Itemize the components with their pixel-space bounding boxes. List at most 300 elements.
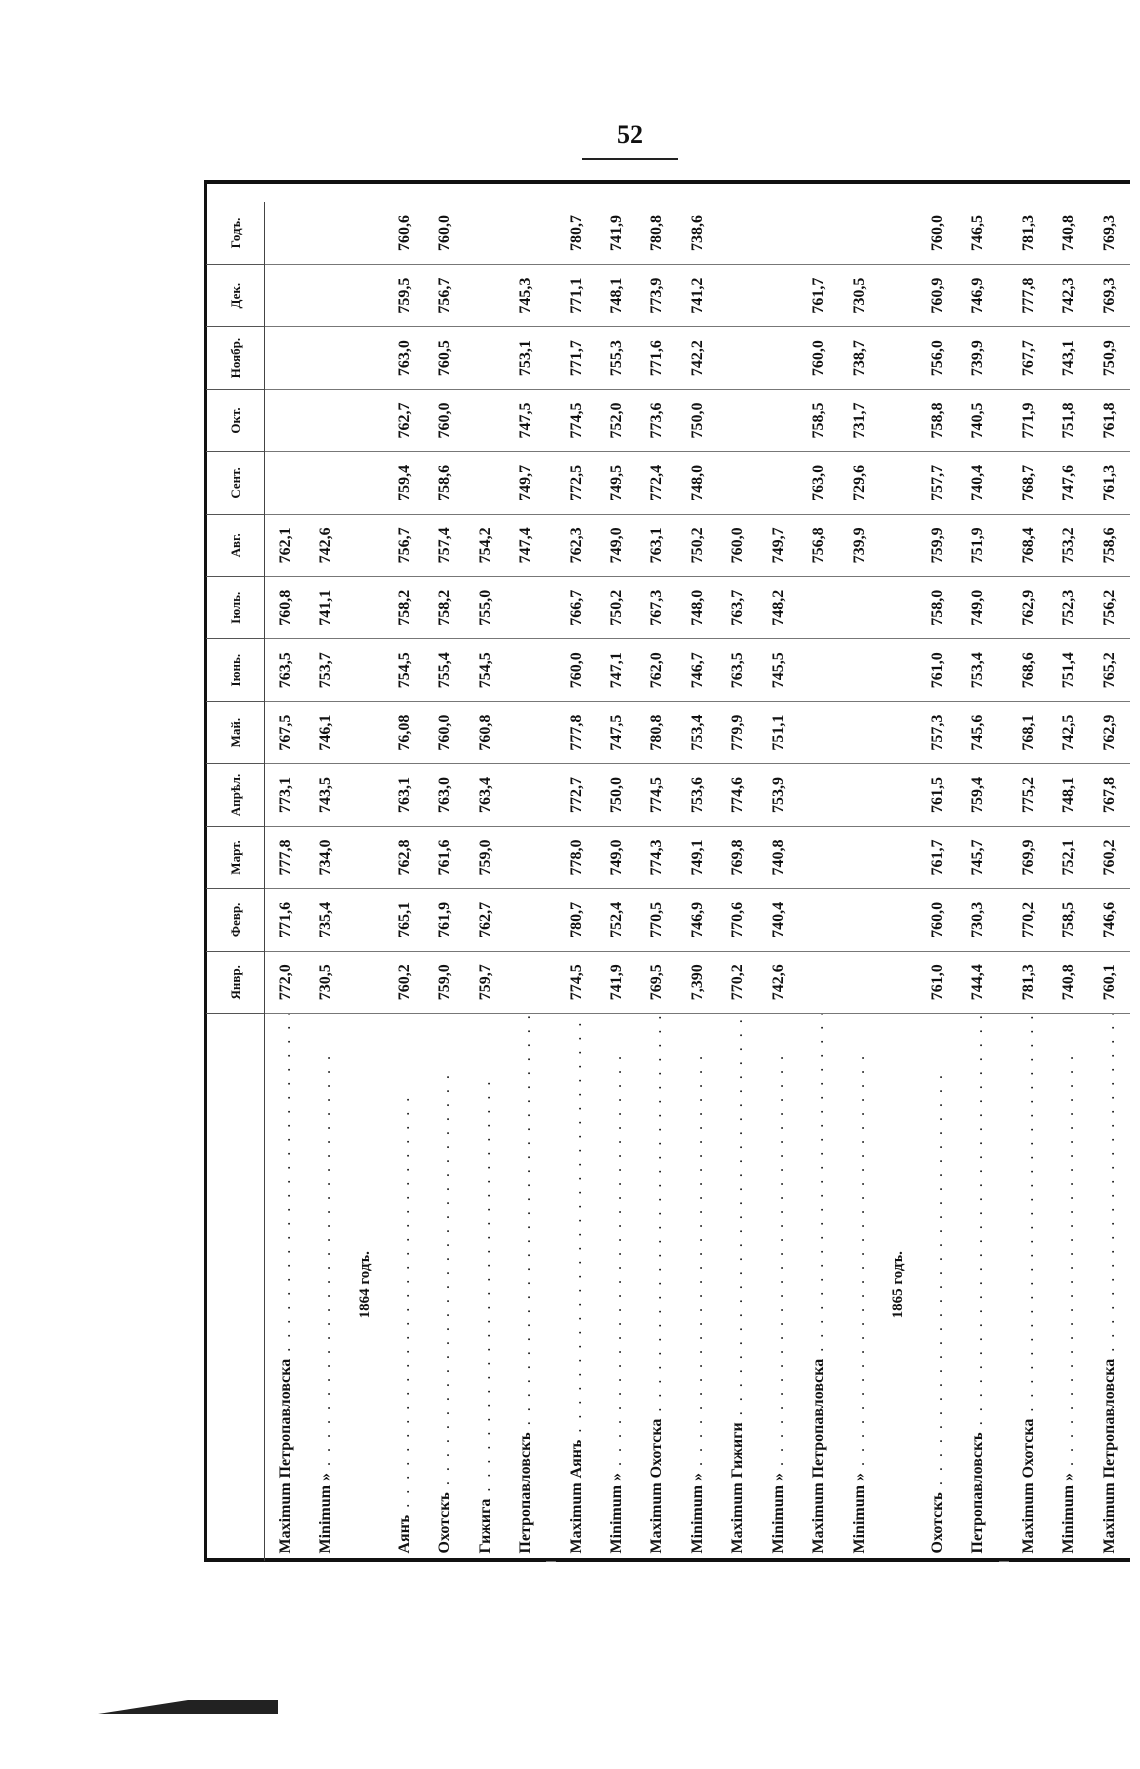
pressure-table (206, 202, 1130, 1562)
table-cell: 751,1 (758, 701, 798, 763)
table-cell (839, 951, 879, 1013)
table-cell (347, 951, 385, 1013)
table-cell: 765,2 (1089, 639, 1130, 701)
table-cell (799, 826, 839, 888)
table-cell: 761,3 (1089, 452, 1130, 514)
table-cell: 768,1 (1009, 701, 1049, 763)
table-cell: 749,1 (678, 826, 718, 888)
table-cell (839, 639, 879, 701)
table-cell: 774,5 (556, 951, 596, 1013)
table-cell: 740,5 (958, 389, 998, 451)
table-cell: 761,9 (425, 889, 465, 951)
table-cell: 762,7 (465, 889, 505, 951)
table-cell: 750,2 (597, 577, 637, 639)
table-cell: 762,0 (637, 639, 677, 701)
table-cell (306, 264, 346, 326)
column-header: Сент. (206, 452, 265, 514)
table-cell: 752,0 (597, 389, 637, 451)
table-cell: 755,0 (465, 577, 505, 639)
table-cell (880, 826, 918, 888)
table-row (506, 202, 546, 1562)
table-cell: 774,5 (556, 389, 596, 451)
row-label: Minimum » . . . (597, 1014, 637, 1562)
table-cell (546, 389, 556, 451)
table-cell (799, 764, 839, 826)
table-cell: 753,2 (1049, 514, 1089, 576)
table-cell (999, 889, 1009, 951)
table-cell: 774,6 (718, 764, 758, 826)
table-cell: 748,1 (597, 264, 637, 326)
table-row (958, 202, 998, 1562)
table-cell: 777,8 (265, 826, 307, 888)
table-cell: 760,2 (1089, 826, 1130, 888)
table-cell (546, 452, 556, 514)
column-header: Май. (206, 701, 265, 763)
table-cell: 730,3 (958, 889, 998, 951)
table-cell (546, 701, 556, 763)
table-cell (347, 452, 385, 514)
table-cell: 749,5 (597, 452, 637, 514)
table-cell (880, 889, 918, 951)
table-cell: 742,6 (306, 514, 346, 576)
table-cell: 768,6 (1009, 639, 1049, 701)
table-cell (799, 639, 839, 701)
table-cell: 780,7 (556, 202, 596, 264)
table-cell (999, 514, 1009, 576)
table-cell: 739,9 (839, 514, 879, 576)
table-cell: 754,2 (465, 514, 505, 576)
table-cell: 772,0 (265, 951, 307, 1013)
table-cell: 773,1 (265, 764, 307, 826)
table-cell: 763,1 (637, 514, 677, 576)
table-row (637, 202, 677, 1562)
table-cell (758, 452, 798, 514)
table-cell: 750,0 (678, 389, 718, 451)
table-cell: 748,0 (678, 577, 718, 639)
column-header: Янвр. (206, 951, 265, 1013)
table-cell (347, 701, 385, 763)
table-cell: 777,8 (1009, 264, 1049, 326)
table-cell: 750,2 (678, 514, 718, 576)
table-cell: 759,4 (385, 452, 425, 514)
table-cell: 734,0 (306, 826, 346, 888)
table-cell: 749,7 (758, 514, 798, 576)
page-number-rule (582, 158, 678, 160)
table-cell (718, 202, 758, 264)
table-cell: 762,9 (1089, 701, 1130, 763)
table-row (425, 202, 465, 1562)
table-cell (799, 202, 839, 264)
table-cell: 759,0 (425, 951, 465, 1013)
table-cell: 760,8 (265, 577, 307, 639)
table-cell: 752,4 (597, 889, 637, 951)
table-row (597, 202, 637, 1562)
table-cell: 735,4 (306, 889, 346, 951)
table-cell: 760,0 (718, 514, 758, 576)
table-cell: 760,5 (425, 327, 465, 389)
table-row (799, 202, 839, 1562)
table-cell: 753,4 (958, 639, 998, 701)
table-row (306, 202, 346, 1562)
table-cell: 775,2 (1009, 764, 1049, 826)
table-cell (839, 202, 879, 264)
fold-mark (98, 1700, 278, 1714)
table-cell (758, 389, 798, 451)
row-label: Minimum » . . . (839, 1014, 879, 1562)
table-cell: 770,2 (718, 951, 758, 1013)
table-cell: 762,8 (385, 826, 425, 888)
table-cell: 740,4 (958, 452, 998, 514)
row-label: Гижига . . . (465, 1014, 505, 1562)
row-label: Петропавловскъ . . . (506, 1014, 546, 1562)
table-cell (506, 951, 546, 1013)
table-cell (999, 701, 1009, 763)
table-cell (999, 202, 1009, 264)
rotated-table-container (206, 202, 1130, 1562)
table-cell: 761,7 (799, 264, 839, 326)
table-cell: 761,0 (918, 951, 958, 1013)
table-cell: 746,7 (678, 639, 718, 701)
table-cell: 751,4 (1049, 639, 1089, 701)
row-label: Maximum Петропавловска . . . (799, 1014, 839, 1562)
table-cell: 771,1 (556, 264, 596, 326)
table-cell: 761,8 (1089, 389, 1130, 451)
table-cell (799, 951, 839, 1013)
table-cell: 742,5 (1049, 701, 1089, 763)
table-cell: 780,7 (556, 889, 596, 951)
table-cell: 780,8 (637, 701, 677, 763)
table-cell: 756,8 (799, 514, 839, 576)
table-cell: 767,8 (1089, 764, 1130, 826)
table-cell: 767,7 (1009, 327, 1049, 389)
table-cell: 767,3 (637, 577, 677, 639)
column-header: Окт. (206, 389, 265, 451)
column-header: Ноябр. (206, 327, 265, 389)
table-body (265, 202, 1131, 1562)
table-cell: 756,0 (918, 327, 958, 389)
table-cell: 745,7 (958, 826, 998, 888)
table-cell: 760,0 (425, 202, 465, 264)
table-cell (880, 452, 918, 514)
row-label: Аянъ . . . (385, 1014, 425, 1562)
table-cell: 747,4 (506, 514, 546, 576)
table-cell (265, 202, 307, 264)
table-cell (880, 577, 918, 639)
table-cell (880, 202, 918, 264)
table-cell: 746,6 (1089, 889, 1130, 951)
table-cell (758, 202, 798, 264)
table-cell: 774,3 (637, 826, 677, 888)
page-number: 52 (617, 120, 643, 149)
table-cell (546, 826, 556, 888)
table-cell: 773,6 (637, 389, 677, 451)
table-cell: 758,5 (1049, 889, 1089, 951)
table-cell (465, 202, 505, 264)
table-cell: 762,9 (1009, 577, 1049, 639)
table-cell (546, 639, 556, 701)
table-cell (546, 264, 556, 326)
table-cell: 740,8 (1049, 951, 1089, 1013)
table-cell: 739,9 (958, 327, 998, 389)
table-cell: 742,3 (1049, 264, 1089, 326)
table-cell: 746,5 (958, 202, 998, 264)
table-cell: 767,5 (265, 701, 307, 763)
spacer-row (999, 202, 1009, 1562)
table-cell (506, 202, 546, 264)
table-cell: 750,0 (597, 764, 637, 826)
table-cell: 753,1 (506, 327, 546, 389)
table-cell (999, 764, 1009, 826)
table-cell (347, 202, 385, 264)
table-cell (506, 764, 546, 826)
table-cell (546, 764, 556, 826)
table-cell: 758,5 (799, 389, 839, 451)
row-label: Minimum » . . . (678, 1014, 718, 1562)
table-cell (265, 389, 307, 451)
table-cell (880, 764, 918, 826)
table-cell: 758,0 (918, 577, 958, 639)
table-cell: 742,2 (678, 327, 718, 389)
table-cell (839, 764, 879, 826)
table-cell (839, 577, 879, 639)
table-cell: 76,08 (385, 701, 425, 763)
table-cell: 740,8 (1049, 202, 1089, 264)
table-cell: 763,1 (385, 764, 425, 826)
table-cell: 742,6 (758, 951, 798, 1013)
table-cell: 761,7 (918, 826, 958, 888)
table-cell (306, 327, 346, 389)
table-cell (999, 389, 1009, 451)
table-cell: 731,7 (839, 389, 879, 451)
table-cell (718, 389, 758, 451)
table-cell: 769,9 (1009, 826, 1049, 888)
table-row (1089, 202, 1130, 1562)
table-cell (306, 202, 346, 264)
table-cell: 751,8 (1049, 389, 1089, 451)
year-heading: 1864 годъ. (357, 1251, 374, 1319)
table-cell: 752,3 (1049, 577, 1089, 639)
table-cell (546, 202, 556, 264)
table-cell: 763,0 (385, 327, 425, 389)
table-cell: 758,2 (385, 577, 425, 639)
table-cell: 771,6 (265, 889, 307, 951)
table-cell (265, 327, 307, 389)
row-label: Maximum Охотска . . . (1009, 1014, 1049, 1562)
table-cell: 761,0 (918, 639, 958, 701)
row-label: Maximum Охотска . . . (637, 1014, 677, 1562)
table-row (758, 202, 798, 1562)
table-cell (839, 701, 879, 763)
column-header: Іюль. (206, 577, 265, 639)
table-cell: 740,8 (758, 826, 798, 888)
table-cell: 762,7 (385, 389, 425, 451)
row-label: Maximum Петропавловска . . . (1089, 1014, 1130, 1562)
table-cell (306, 452, 346, 514)
table-cell: 744,4 (958, 951, 998, 1013)
table-cell: 749,0 (597, 514, 637, 576)
table-cell: 757,4 (425, 514, 465, 576)
table-cell: 761,5 (918, 764, 958, 826)
table-cell: 749,7 (506, 452, 546, 514)
table-cell: 753,9 (758, 764, 798, 826)
table-cell: 746,9 (678, 889, 718, 951)
table-cell: 760,0 (799, 327, 839, 389)
table-cell: 763,5 (718, 639, 758, 701)
table-cell (799, 577, 839, 639)
row-label: Minimum » . . . (758, 1014, 798, 1562)
table-row (1009, 202, 1049, 1562)
table-cell (999, 264, 1009, 326)
table-cell (999, 452, 1009, 514)
table-cell (880, 389, 918, 451)
table-cell: 760,1 (1089, 951, 1130, 1013)
table-cell: 770,5 (637, 889, 677, 951)
table-cell (506, 889, 546, 951)
row-label: Minimum » . . . (306, 1014, 346, 1562)
table-cell: 758,6 (1089, 514, 1130, 576)
table-cell: 763,4 (465, 764, 505, 826)
table-cell: 749,0 (597, 826, 637, 888)
table-cell (265, 452, 307, 514)
year-heading: 1865 годъ. (890, 1251, 907, 1319)
table-cell: 749,0 (958, 577, 998, 639)
table-cell: 747,5 (597, 701, 637, 763)
row-label: Maximum Гижиги . . . (718, 1014, 758, 1562)
table-cell: 758,8 (918, 389, 958, 451)
row-label: Minimum » . . . (1049, 1014, 1089, 1562)
table-cell (506, 639, 546, 701)
row-label: Петропавловскъ . . . (958, 1014, 998, 1562)
table-cell: 754,5 (465, 639, 505, 701)
table-cell (880, 327, 918, 389)
table-cell: 770,2 (1009, 889, 1049, 951)
table-cell: 771,7 (556, 327, 596, 389)
table-cell: 729,6 (839, 452, 879, 514)
table-cell: 751,9 (958, 514, 998, 576)
table-cell (880, 514, 918, 576)
row-label: Maximum Петропавловска . . . (265, 1014, 307, 1562)
column-header: Авг. (206, 514, 265, 576)
table-cell: 760,0 (556, 639, 596, 701)
table-row (678, 202, 718, 1562)
table-cell (265, 264, 307, 326)
table-row (918, 202, 958, 1562)
row-label: Maximum Аянъ . . . (556, 1014, 596, 1562)
row-label (546, 1014, 556, 1562)
table-cell: 771,9 (1009, 389, 1049, 451)
table-cell: 760,9 (918, 264, 958, 326)
table-cell: 763,0 (425, 764, 465, 826)
table-cell: 774,5 (637, 764, 677, 826)
table-cell (880, 264, 918, 326)
table-cell: 759,5 (385, 264, 425, 326)
table-cell (799, 701, 839, 763)
table-cell: 760,0 (918, 202, 958, 264)
table-cell (465, 452, 505, 514)
table-cell (347, 889, 385, 951)
table-cell (506, 826, 546, 888)
table-cell (347, 577, 385, 639)
table-cell: 748,1 (1049, 764, 1089, 826)
table-cell: 765,1 (385, 889, 425, 951)
table-cell (546, 514, 556, 576)
table-cell: 763,0 (799, 452, 839, 514)
table-cell (999, 639, 1009, 701)
table-cell (880, 701, 918, 763)
table-cell: 773,9 (637, 264, 677, 326)
table-cell: 758,6 (425, 452, 465, 514)
table-cell: 763,7 (718, 577, 758, 639)
table-cell: 745,6 (958, 701, 998, 763)
table-row (265, 202, 307, 1562)
column-header: Годъ. (206, 202, 265, 264)
table-cell: 750,9 (1089, 327, 1130, 389)
table-cell: 781,3 (1009, 951, 1049, 1013)
table-cell: 756,7 (385, 514, 425, 576)
table-cell: 741,9 (597, 951, 637, 1013)
table-cell: 780,8 (637, 202, 677, 264)
table-cell: 769,8 (718, 826, 758, 888)
table-cell: 745,5 (758, 639, 798, 701)
table-cell: 769,3 (1089, 264, 1130, 326)
table-cell: 770,6 (718, 889, 758, 951)
column-header: Іюнь. (206, 639, 265, 701)
table-cell: 760,2 (385, 951, 425, 1013)
table-cell (839, 826, 879, 888)
table-cell (465, 389, 505, 451)
table-cell (799, 889, 839, 951)
table-cell: 760,6 (385, 202, 425, 264)
table-cell: 760,0 (425, 389, 465, 451)
table-cell: 753,6 (678, 764, 718, 826)
table-cell: 757,3 (918, 701, 958, 763)
table-cell (347, 514, 385, 576)
table-cell: 769,5 (637, 951, 677, 1013)
table-cell (546, 577, 556, 639)
table-row (385, 202, 425, 1562)
table-cell (546, 327, 556, 389)
table-cell: 758,2 (425, 577, 465, 639)
table-cell: 754,5 (385, 639, 425, 701)
table-cell: 756,2 (1089, 577, 1130, 639)
table-cell (839, 889, 879, 951)
table-cell: 778,0 (556, 826, 596, 888)
table-cell (347, 639, 385, 701)
row-label: Охотскъ . . . (425, 1014, 465, 1562)
table-cell: 747,6 (1049, 452, 1089, 514)
table-cell: 755,3 (597, 327, 637, 389)
table-cell: 771,6 (637, 327, 677, 389)
table-cell: 730,5 (839, 264, 879, 326)
table-cell: 746,9 (958, 264, 998, 326)
table-cell (999, 826, 1009, 888)
table-cell (546, 951, 556, 1013)
table-cell (999, 951, 1009, 1013)
table-cell: 781,3 (1009, 202, 1049, 264)
table-cell: 759,0 (465, 826, 505, 888)
table-cell: 768,7 (1009, 452, 1049, 514)
table-cell: 777,8 (556, 701, 596, 763)
table-cell: 7,390 (678, 951, 718, 1013)
table-cell: 740,4 (758, 889, 798, 951)
table-cell: 741,1 (306, 577, 346, 639)
table-cell (718, 264, 758, 326)
table-cell: 761,6 (425, 826, 465, 888)
table-header-row (206, 202, 265, 1562)
table-cell: 753,7 (306, 639, 346, 701)
table-cell: 762,3 (556, 514, 596, 576)
column-header: Февр. (206, 889, 265, 951)
